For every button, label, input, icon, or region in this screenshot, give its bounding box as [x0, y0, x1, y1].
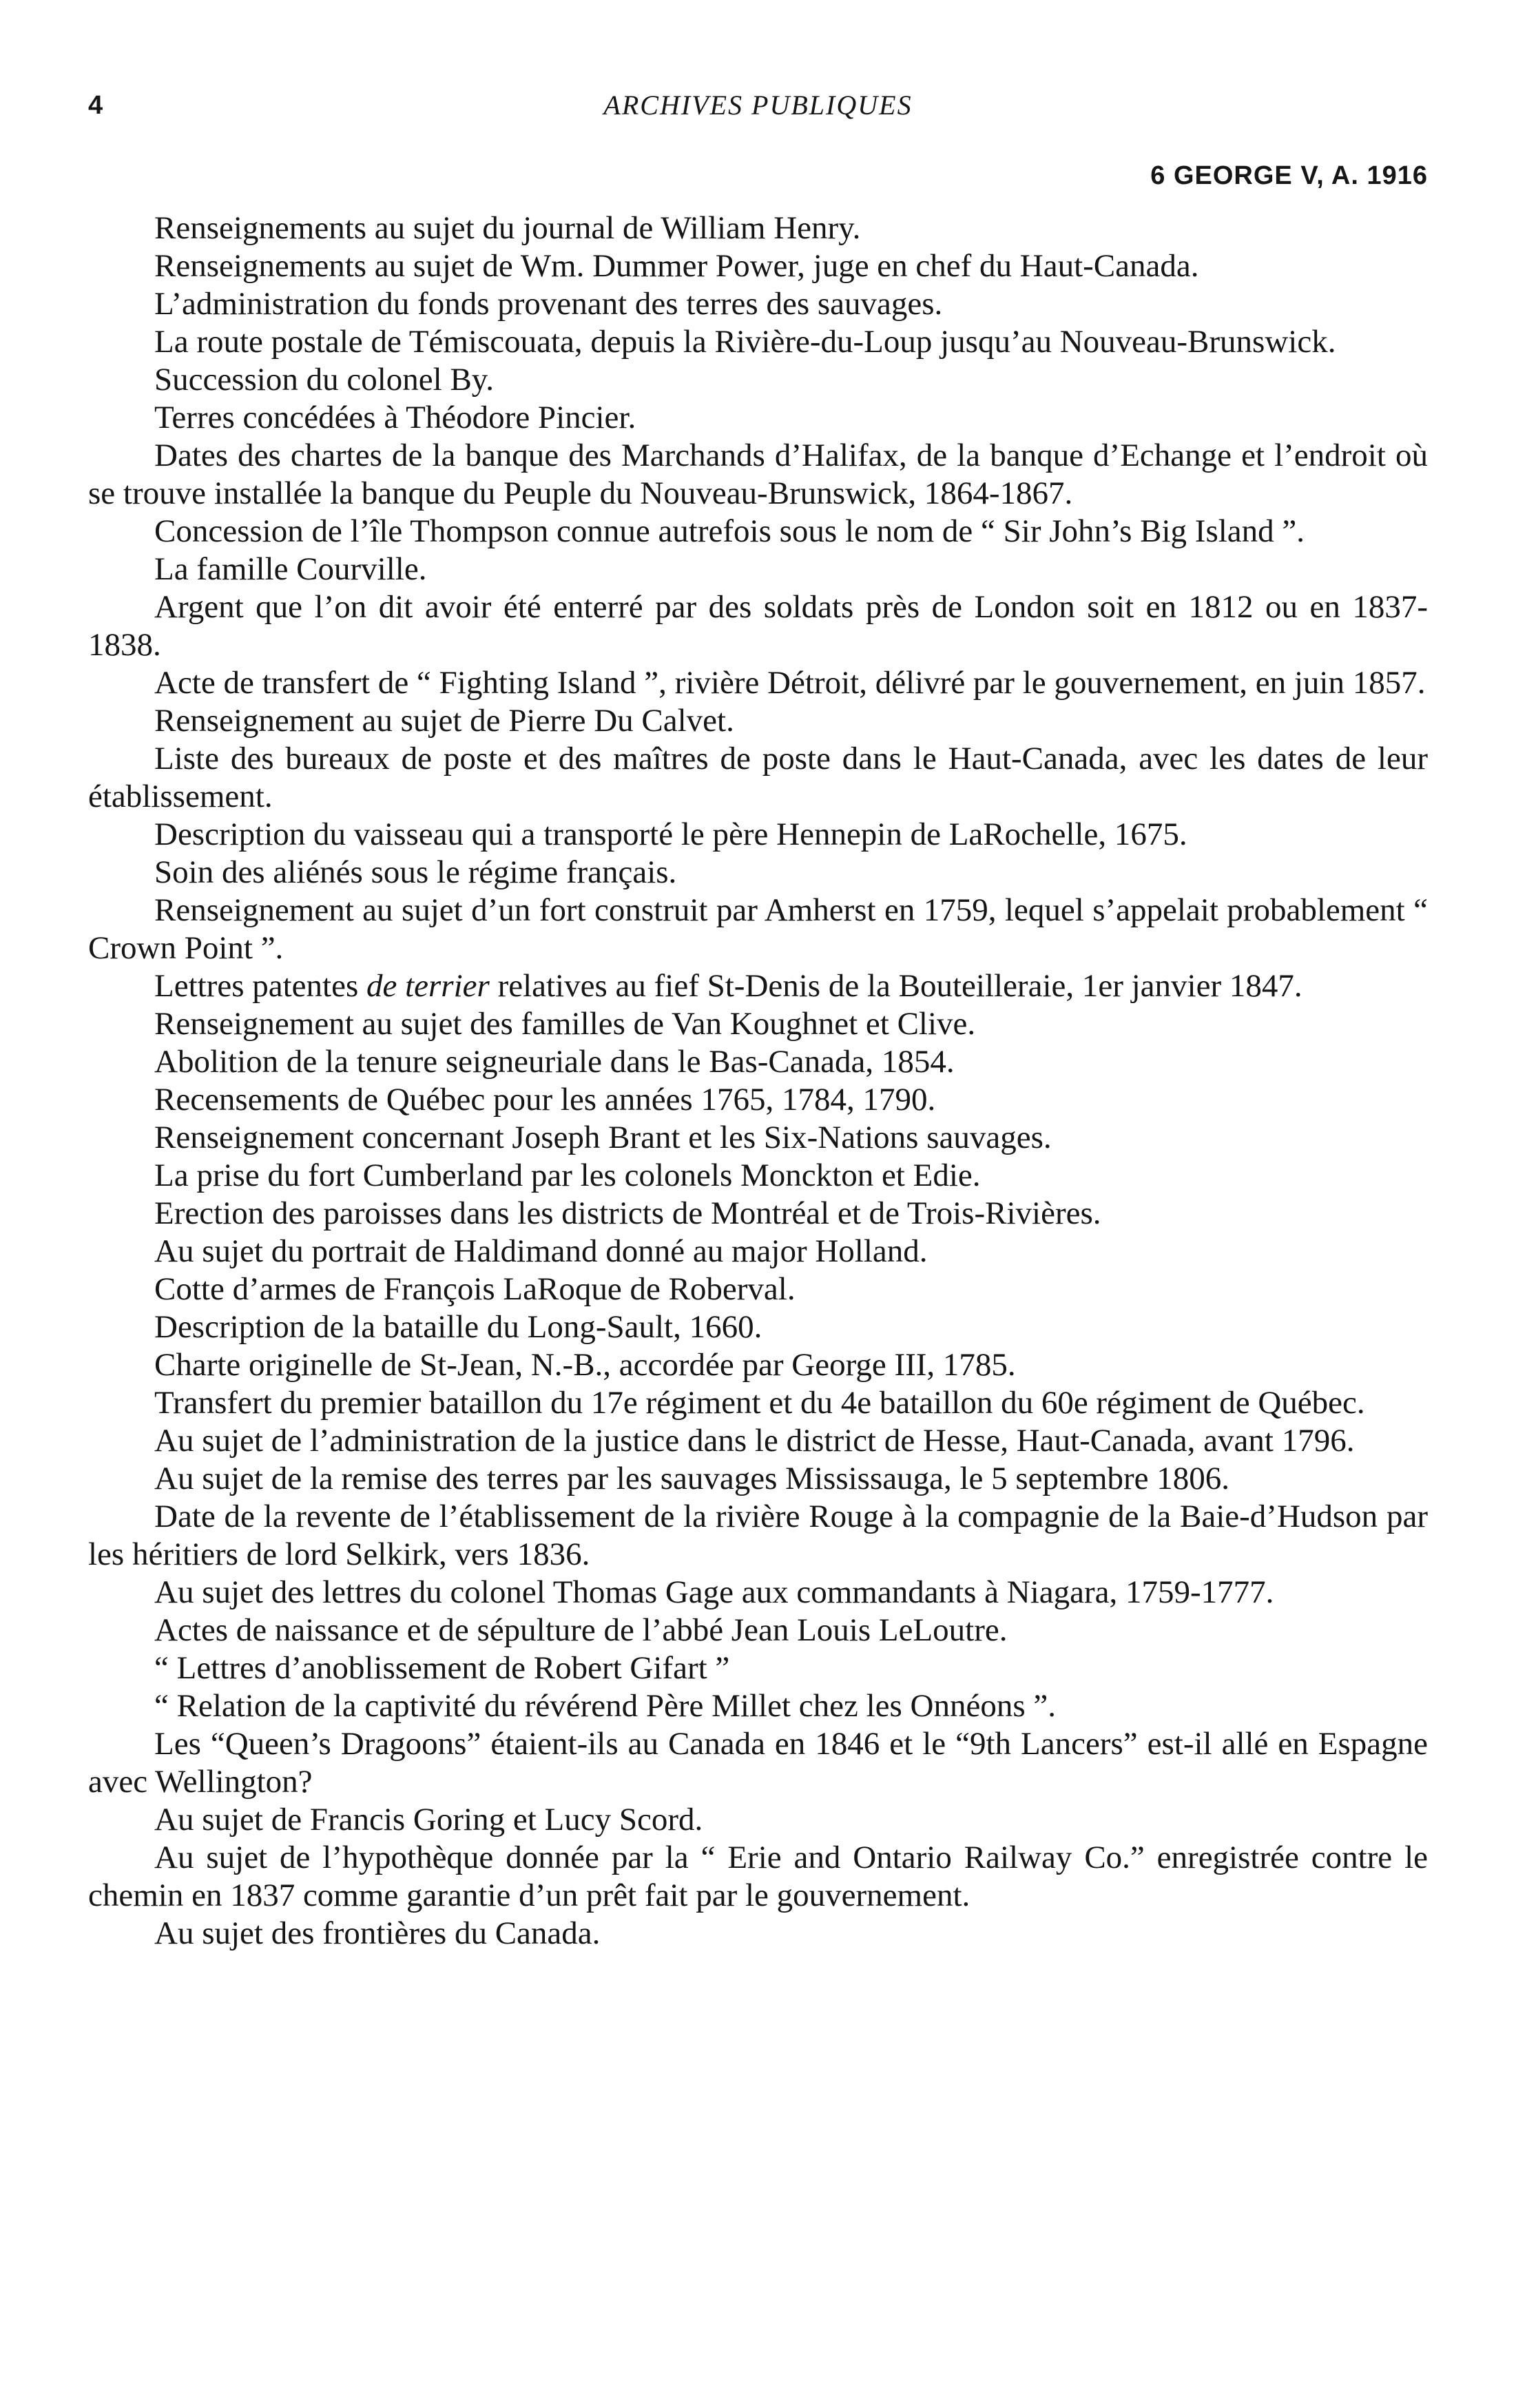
- entry-text: Au sujet des lettres du colonel Thomas Gage aux commandants à Niagara, 1759-1777.: [154, 1574, 1274, 1610]
- entry-text: Au sujet de Francis Goring et Lucy Scord.: [154, 1802, 703, 1838]
- list-item: [88, 664, 1428, 702]
- list-item: [88, 513, 1428, 550]
- list-item: [88, 1119, 1428, 1157]
- entry-text: Renseignements au sujet de Wm. Dummer Power, juge en chef du Haut-Canada.: [154, 248, 1199, 284]
- list-item: [88, 1195, 1428, 1233]
- list-item: [88, 854, 1428, 892]
- list-item: [88, 1725, 1428, 1801]
- entry-text: Au sujet du portrait de Haldimand donné au major Holland.: [154, 1233, 928, 1269]
- entry-text: Description de la bataille du Long-Sault, 1660.: [154, 1309, 762, 1345]
- list-item: [88, 816, 1428, 854]
- list-item: [88, 323, 1428, 361]
- list-item: [88, 1005, 1428, 1043]
- entry-text: Recensements de Québec pour les années 1765, 1784, 1790.: [154, 1082, 936, 1118]
- entry-text: Concession de l’île Thompson connue autrefois sous le nom de “ Sir John’s Big Island ”.: [154, 513, 1305, 549]
- list-item: [88, 892, 1428, 967]
- list-item: [88, 1081, 1428, 1119]
- entry-text: Succession du colonel By.: [154, 362, 494, 398]
- entry-text-after: relatives au fief St-Denis de la Bouteilleraie, 1er janvier 1847.: [489, 968, 1302, 1004]
- page-number: 4: [88, 91, 103, 120]
- inquiry-list: [88, 209, 1428, 1953]
- entry-text: Cotte d’armes de François LaRoque de Roberval.: [154, 1271, 796, 1307]
- list-item: [88, 1043, 1428, 1081]
- list-item: [88, 1157, 1428, 1195]
- entry-text: Erection des paroisses dans les districts de Montréal et de Trois-Rivières.: [154, 1195, 1101, 1231]
- list-item: [88, 1801, 1428, 1839]
- running-title: ARCHIVES PUBLIQUES: [603, 90, 913, 121]
- entry-text: L’administration du fonds provenant des terres des sauvages.: [154, 286, 943, 322]
- list-item: [88, 209, 1428, 247]
- entry-text: Charte originelle de St-Jean, N.-B., accordée par George III, 1785.: [154, 1347, 1016, 1383]
- entry-text: “ Lettres d’anoblissement de Robert Gifart ”: [154, 1650, 730, 1686]
- list-item: [88, 1612, 1428, 1649]
- entry-italic-term: de terrier: [366, 968, 490, 1004]
- list-item: [88, 588, 1428, 664]
- list-item: [88, 550, 1428, 588]
- entry-text: Acte de transfert de “ Fighting Island ”, rivière Détroit, délivré par le gouvernement, en juin 1857.: [154, 665, 1426, 701]
- entry-text: Renseignement concernant Joseph Brant et les Six-Nations sauvages.: [154, 1120, 1052, 1155]
- entry-text: “ Relation de la captivité du révérend Père Millet chez les Onnéons ”.: [154, 1688, 1056, 1724]
- entry-text: Renseignement au sujet des familles de Van Koughnet et Clive.: [154, 1006, 976, 1042]
- entry-text: Liste des bureaux de poste et des maîtres de poste dans le Haut-Canada, avec les dates de leur établissement.: [88, 741, 1428, 814]
- entry-text: Au sujet de la remise des terres par les sauvages Mississauga, le 5 septembre 1806.: [154, 1461, 1230, 1496]
- list-item: [88, 1422, 1428, 1460]
- list-item: [88, 1649, 1428, 1687]
- list-item: [88, 1498, 1428, 1574]
- entry-text: Date de la revente de l’établissement de la rivière Rouge à la compagnie de la Baie-d’Hudson par les héritiers de lord Selkirk, vers 1836.: [88, 1499, 1428, 1572]
- list-item: [88, 1687, 1428, 1725]
- entry-text-before: Lettres patentes: [154, 968, 366, 1004]
- list-item: [88, 437, 1428, 513]
- list-item: [88, 1270, 1428, 1308]
- entry-text: Au sujet de l’administration de la justice dans le district de Hesse, Haut-Canada, avant 1796.: [154, 1423, 1355, 1459]
- entry-text: Renseignement au sujet de Pierre Du Calvet.: [154, 703, 734, 739]
- list-item: [88, 247, 1428, 285]
- list-item: [88, 1233, 1428, 1270]
- entry-text: Description du vaisseau qui a transporté le père Hennepin de LaRochelle, 1675.: [154, 816, 1187, 852]
- entry-text: Actes de naissance et de sépulture de l’abbé Jean Louis LeLoutre.: [154, 1612, 1008, 1648]
- list-item: [88, 702, 1428, 740]
- entry-text: Dates des chartes de la banque des Marchands d’Halifax, de la banque d’Echange et l’endroit où se trouve installée la banque du Peuple du Nouveau-Brunswick, 1864-1867.: [88, 438, 1428, 511]
- entry-text: Soin des aliénés sous le régime français.: [154, 854, 677, 890]
- list-item: [88, 1460, 1428, 1498]
- list-item: [88, 1346, 1428, 1384]
- list-item: [88, 399, 1428, 437]
- entry-text: Au sujet de l’hypothèque donnée par la “ Erie and Ontario Railway Co.” enregistrée contre le chemin en 1837 comme garantie d’un prêt fait par le gouvernement.: [88, 1840, 1428, 1913]
- entry-text: Les “Queen’s Dragoons” étaient-ils au Canada en 1846 et le “9th Lancers” est-il allé en Espagne avec Wellington?: [88, 1726, 1428, 1800]
- list-item: [88, 1384, 1428, 1422]
- entry-text: Renseignement au sujet d’un fort construit par Amherst en 1759, lequel s’appelait probablement “ Crown Point ”.: [88, 892, 1428, 966]
- entry-text: Renseignements au sujet du journal de William Henry.: [154, 210, 861, 246]
- list-item: [88, 361, 1428, 399]
- entry-text: La route postale de Témiscouata, depuis la Rivière-du-Loup jusqu’au Nouveau-Brunswick.: [154, 324, 1336, 360]
- list-item: [88, 285, 1428, 323]
- list-item: [88, 1839, 1428, 1915]
- list-item: [88, 1915, 1428, 1953]
- entry-text: Argent que l’on dit avoir été enterré par des soldats près de London soit en 1812 ou en 1837-1838.: [88, 589, 1428, 663]
- entry-text: Terres concédées à Théodore Pincier.: [154, 400, 636, 435]
- entry-text: Au sujet des frontières du Canada.: [154, 1915, 601, 1951]
- list-item: [88, 1574, 1428, 1612]
- entry-text: La famille Courville.: [154, 551, 427, 587]
- session-reference: 6 GEORGE V, A. 1916: [1150, 161, 1428, 190]
- entry-text: Abolition de la tenure seigneuriale dans le Bas-Canada, 1854.: [154, 1044, 955, 1080]
- list-item: [88, 1308, 1428, 1346]
- list-item: [88, 740, 1428, 816]
- entry-text: Transfert du premier bataillon du 17e régiment et du 4e bataillon du 60e régiment de Québec.: [154, 1385, 1365, 1421]
- entry-text: La prise du fort Cumberland par les colonels Monckton et Edie.: [154, 1157, 981, 1193]
- list-item: [88, 967, 1428, 1005]
